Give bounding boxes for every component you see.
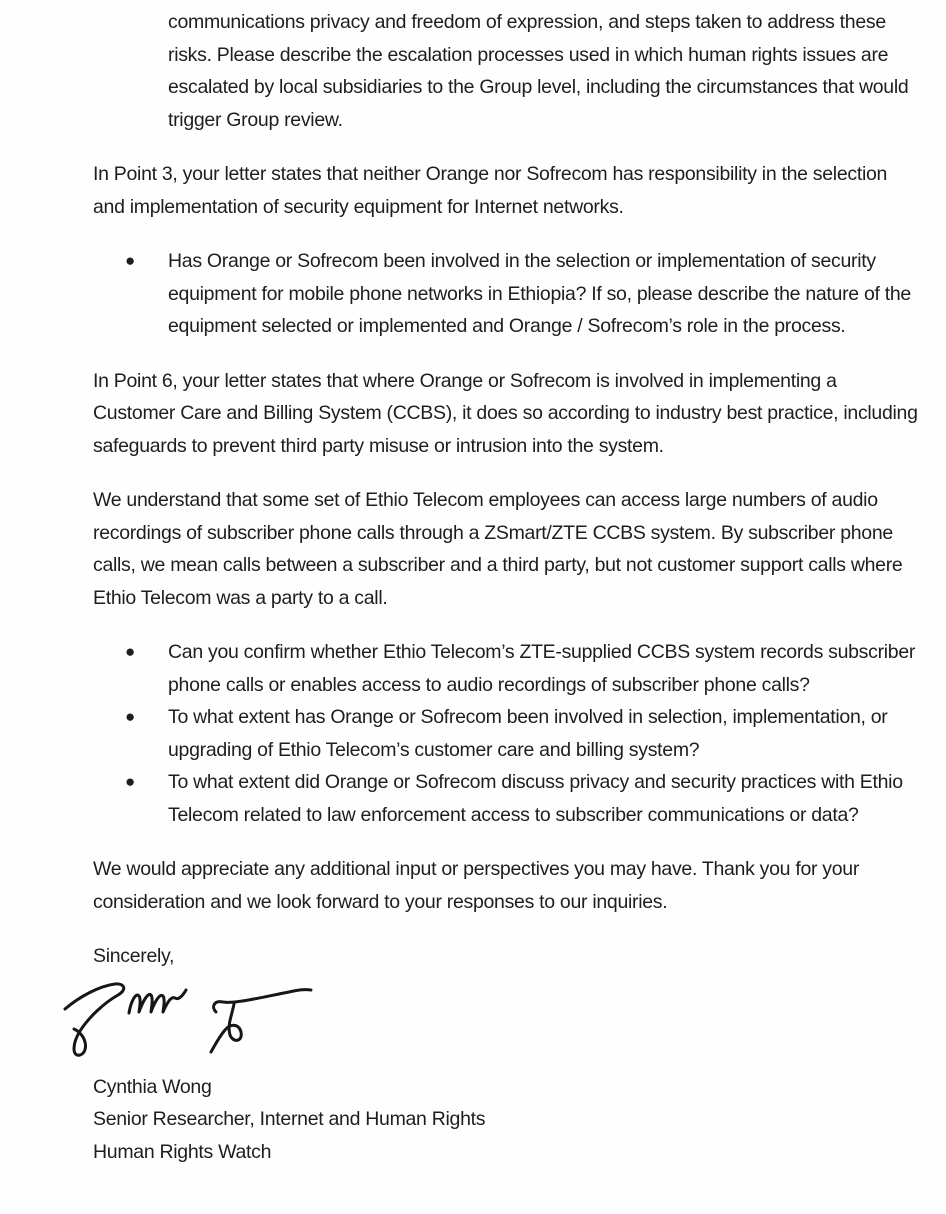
bullet-list-ccbs: [93, 636, 920, 831]
bullet-dot: ●: [125, 642, 135, 661]
bullet-text: Has Orange or Sofrecom been involved in the selection or implementation of security equipment for mobile phone networks in Ethiopia? If so, please describe the nature of the equipment selected or implemented and Orange / Sofrecom’s role in the process.: [168, 250, 911, 337]
bullet-item: [125, 636, 920, 701]
signoff-block: [93, 940, 920, 1168]
bullet-item: [125, 245, 920, 343]
paragraph-point3: In Point 3, your letter states that neither Orange nor Sofrecom has responsibility in the selection and implementation of security equipment for Internet networks.: [93, 163, 888, 218]
bullet-dot: ●: [125, 707, 135, 726]
bullet-list-point3: [93, 245, 920, 343]
paragraph-closing: We would appreciate any additional input or perspectives you may have. Thank you for your consideration and we look forward to your responses to our inquiries.: [93, 858, 860, 913]
bullet-text: Can you confirm whether Ethio Telecom’s ZTE-supplied CCBS system records subscriber phone calls or enables access to audio recordings of subscriber phone calls?: [168, 641, 916, 696]
paragraph-understanding: We understand that some set of Ethio Telecom employees can access large numbers of audio recordings of subscriber phone calls through a ZSmart/ZTE CCBS system. By subscriber phone calls, we mean calls between a subscriber and a third party, but not customer support calls where Ethio Telecom was a party to a call.: [93, 489, 903, 609]
paragraph-point6: In Point 6, your letter states that where Orange or Sofrecom is involved in implementing a Customer Care and Billing System (CCBS), it does so according to industry best practice, including safeguards to prevent third party misuse or intrusion into the system.: [93, 369, 918, 457]
bullet-text: To what extent did Orange or Sofrecom discuss privacy and security practices with Ethio Telecom related to law enforcement access to subscriber communications or data?: [168, 771, 903, 826]
signer-org: Human Rights Watch: [93, 1140, 272, 1163]
bullet-item: [125, 766, 920, 831]
signer-title: Senior Researcher, Internet and Human Rights: [93, 1108, 486, 1130]
bullet-dot: ●: [125, 251, 135, 270]
bullet-text: To what extent has Orange or Sofrecom been involved in selection, implementation, or upgrading of Ethio Telecom’s customer care and billing system?: [168, 706, 888, 761]
paragraph-continuation: communications privacy and freedom of expression, and steps taken to address these risks. Please describe the escalation processes used in which human rights issues are escalated by local subsidiaries to the Group level, including the circumstances that would trigger Group review.: [168, 11, 909, 131]
bullet-dot: ●: [125, 772, 135, 791]
bullet-item: [125, 701, 920, 766]
signature-svg: [63, 977, 323, 1065]
signer-name: Cynthia Wong: [93, 1075, 212, 1098]
valediction: Sincerely,: [93, 945, 175, 967]
signature-image: [63, 977, 920, 1065]
